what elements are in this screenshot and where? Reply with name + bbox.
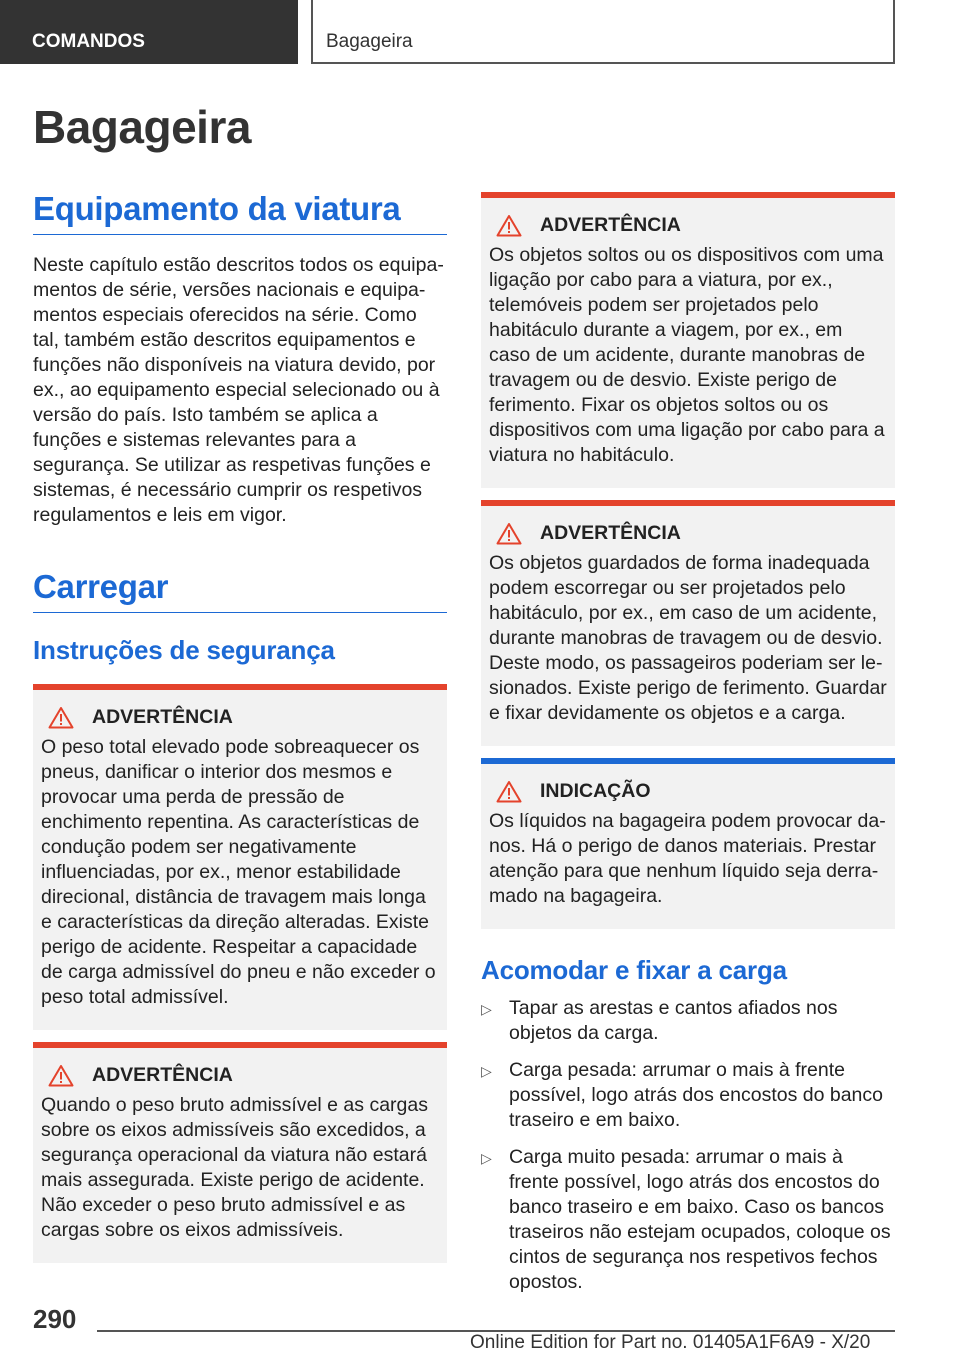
heading-carregar: Carregar: [33, 568, 447, 613]
warning-box: [481, 500, 895, 746]
warning-title: ADVERTÊNCIA: [92, 706, 233, 728]
warning-box: [481, 192, 895, 488]
list-item: [481, 996, 895, 1046]
warning-text: Os objetos guardados de forma inadequada podem escorregar ou ser projetados pelo habitáculo, por ex., em caso de um acidente, durante manobras de travagem ou de desvio. Deste modo, os passageiros poderiam ser lesionados. Existe perigo de ferimento. Guardar e fixar devidamente os objetos e a carga.: [489, 552, 887, 724]
heading-acomodar: Acomodar e fixar a carga: [481, 955, 787, 985]
warning-header: [496, 214, 887, 237]
list-item: [481, 1145, 895, 1295]
warning-box: [33, 1042, 447, 1263]
warning-title: ADVERTÊNCIA: [540, 214, 681, 236]
chapter-tab: Bagageira: [311, 0, 895, 64]
warning-text: Quando o peso bruto admissível e as cargas sobre os eixos admissíveis são excedidos, a segurança operacional da viatura não estará mais assegurada. Existe perigo de acidente. Não exceder o peso bruto admissível e as cargas sobre os eixos admissíveis.: [41, 1094, 428, 1241]
triangle-right-bullet-icon: ▷: [481, 1150, 492, 1166]
warning-text: Os objetos soltos ou os dispositivos com uma ligação por cabo para a viatura, por ex., telemóveis podem ser projetados pelo habitáculo durante a viagem, por ex., em caso de um acidente, durante manobras de travagem ou de desvio. Existe perigo de ferimento. Fixar os objetos soltos ou os dispositivos com uma ligação por cabo para a viatura no habitáculo.: [489, 244, 885, 466]
heading-equipamento: Equipamento da viatura: [33, 190, 447, 235]
right-column: [481, 192, 895, 1307]
left-column: [33, 190, 447, 1263]
heading-instrucoes: Instruções de segurança: [33, 635, 335, 665]
edition-text: Online Edition for Part no. 01405A1F6A9 - X/20: [470, 1332, 871, 1353]
warning-header: [48, 1064, 439, 1087]
warning-triangle-icon: [48, 1064, 74, 1087]
triangle-right-bullet-icon: ▷: [481, 1001, 492, 1017]
list-item: [481, 1058, 895, 1133]
warning-box: [33, 684, 447, 1030]
page-footer: [0, 1296, 960, 1362]
warning-triangle-icon: [496, 214, 522, 237]
list-item-text: Carga pesada: arrumar o mais à frente possível, logo atrás dos encostos do banco traseiro e em baixo.: [509, 1059, 883, 1131]
warning-triangle-icon: [496, 522, 522, 545]
intro-paragraph: Neste capítulo estão descritos todos os equipamentos de série, versões nacionais e equipamentos especiais oferecidos na série. Como tal, também estão descritos equipamentos e funções não disponíveis na viatura devido, por ex., ao equipamento especial selecionado ou à versão do país. Isto também se aplica a funções e sistemas relevantes para a segurança. Se utilizar as respetivas funções e sistemas, é necessário cumprir os respetivos regulamentos e leis em vigor.: [33, 254, 444, 526]
warning-title: ADVERTÊNCIA: [540, 522, 681, 544]
notice-text: Os líquidos na bagageira podem provocar danos. Há o perigo de danos materiais. Prestar atenção para que nenhum líquido seja derramado na bagageira.: [489, 810, 886, 907]
warning-triangle-icon: [496, 780, 522, 803]
section-tab: COMANDOS: [0, 0, 298, 64]
page-header: [0, 0, 960, 66]
warning-header: [48, 706, 439, 729]
warning-triangle-icon: [48, 706, 74, 729]
list-item-text: Carga muito pesada: arrumar o mais à frente possível, logo atrás dos encostos do banco traseiro e em baixo. Caso os bancos traseiros não estejam ocupados, coloque os cintos de segurança nos respetivos fechos opostos.: [509, 1146, 891, 1293]
notice-header: [496, 780, 887, 803]
cargo-list: [481, 996, 895, 1295]
notice-box: [481, 758, 895, 929]
notice-title: INDICAÇÃO: [540, 780, 651, 802]
triangle-right-bullet-icon: ▷: [481, 1063, 492, 1079]
warning-text: O peso total elevado pode sobreaquecer os pneus, danificar o interior dos mesmos e provocar uma perda de pressão de enchimento repentina. As características de condução podem ser negativamente influenciadas, por ex., menor estabilidade direcional, distância de travagem mais longa e características da direção alteradas. Existe perigo de acidente. Respeitar a capacidade de carga admissível do pneu e não exceder o peso total admissível.: [41, 736, 436, 1008]
page-title: Bagageira: [33, 101, 251, 153]
warning-header: [496, 522, 887, 545]
page-number: 290: [33, 1304, 77, 1334]
list-item-text: Tapar as arestas e cantos afiados nos objetos da carga.: [509, 997, 838, 1044]
warning-title: ADVERTÊNCIA: [92, 1064, 233, 1086]
